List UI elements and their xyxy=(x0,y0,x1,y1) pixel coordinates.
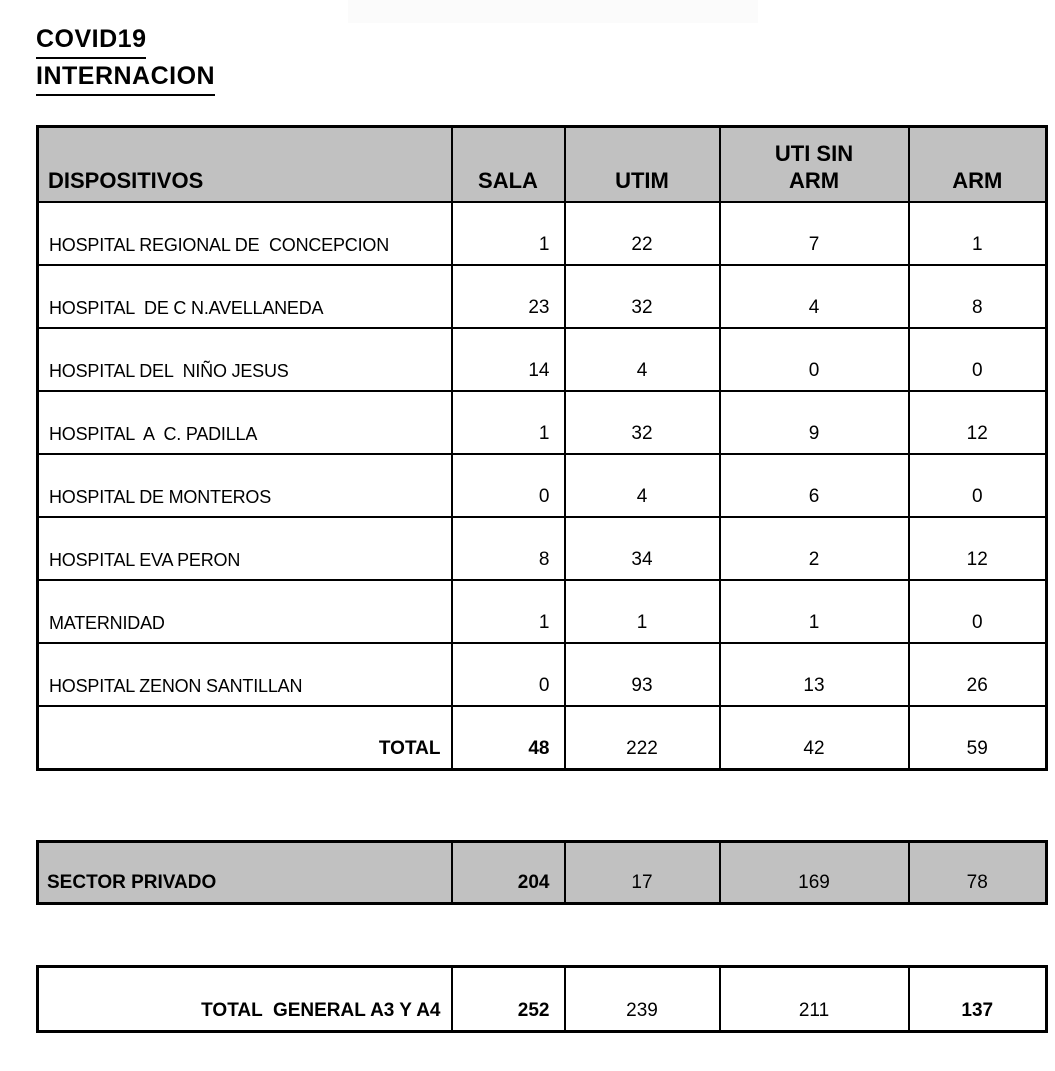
total-uti-sin-arm-value: 42 xyxy=(720,706,909,770)
sala-value: 1 xyxy=(452,580,565,643)
table-row xyxy=(38,202,1047,265)
sector-privado-label: SECTOR PRIVADO xyxy=(38,842,452,904)
title-internacion: INTERNACION xyxy=(36,59,215,96)
arm-value: 26 xyxy=(909,643,1047,706)
arm-value: 0 xyxy=(909,454,1047,517)
uti-sin-arm-value: 0 xyxy=(720,328,909,391)
sala-value: 0 xyxy=(452,643,565,706)
arm-value: 1 xyxy=(909,202,1047,265)
total-general-table xyxy=(36,965,1048,1033)
utim-value: 32 xyxy=(565,391,720,454)
title-covid19: COVID19 xyxy=(36,22,215,59)
sala-value: 0 xyxy=(452,454,565,517)
column-header-utim: UTIM xyxy=(565,127,720,202)
column-header-sala: SALA xyxy=(452,127,565,202)
uti-sin-arm-value: 1 xyxy=(720,580,909,643)
arm-value: 0 xyxy=(909,328,1047,391)
general-utim-value: 239 xyxy=(565,967,720,1032)
sector-uti-sin-arm-value: 169 xyxy=(720,842,909,904)
sector-privado-row xyxy=(38,842,1047,904)
table-row xyxy=(38,328,1047,391)
uti-sin-arm-value: 7 xyxy=(720,202,909,265)
sala-value: 1 xyxy=(452,202,565,265)
table-row xyxy=(38,265,1047,328)
utim-value: 32 xyxy=(565,265,720,328)
utim-value: 1 xyxy=(565,580,720,643)
total-sala-value: 48 xyxy=(452,706,565,770)
hospital-name: HOSPITAL A C. PADILLA xyxy=(38,391,452,454)
total-utim-value: 222 xyxy=(565,706,720,770)
total-general-label: TOTAL GENERAL A3 Y A4 xyxy=(38,967,452,1032)
utim-value: 4 xyxy=(565,454,720,517)
sector-sala-value: 204 xyxy=(452,842,565,904)
sector-arm-value: 78 xyxy=(909,842,1047,904)
total-arm-value: 59 xyxy=(909,706,1047,770)
hospital-name: HOSPITAL EVA PERON xyxy=(38,517,452,580)
internacion-table xyxy=(36,125,1048,771)
sala-value: 23 xyxy=(452,265,565,328)
uti-sin-arm-value: 4 xyxy=(720,265,909,328)
sala-value: 8 xyxy=(452,517,565,580)
general-sala-value: 252 xyxy=(452,967,565,1032)
uti-sin-arm-value: 6 xyxy=(720,454,909,517)
report-title xyxy=(36,22,215,96)
uti-sin-arm-value: 9 xyxy=(720,391,909,454)
column-header-dispositivos: DISPOSITIVOS xyxy=(38,127,452,202)
uti-sin-arm-value: 2 xyxy=(720,517,909,580)
total-label: TOTAL xyxy=(38,706,452,770)
column-header-uti-sin-arm: UTI SIN ARM xyxy=(720,127,909,202)
scan-artifact xyxy=(348,0,758,23)
total-general-row xyxy=(38,967,1047,1032)
arm-value: 12 xyxy=(909,391,1047,454)
header-row xyxy=(38,127,1047,202)
table-row xyxy=(38,517,1047,580)
utim-value: 34 xyxy=(565,517,720,580)
hospital-name: HOSPITAL DEL NIÑO JESUS xyxy=(38,328,452,391)
sector-utim-value: 17 xyxy=(565,842,720,904)
sala-value: 1 xyxy=(452,391,565,454)
table-row xyxy=(38,643,1047,706)
table-row xyxy=(38,454,1047,517)
general-arm-value: 137 xyxy=(909,967,1047,1032)
total-row xyxy=(38,706,1047,770)
utim-value: 4 xyxy=(565,328,720,391)
hospital-name: HOSPITAL DE C N.AVELLANEDA xyxy=(38,265,452,328)
utim-value: 93 xyxy=(565,643,720,706)
hospital-name: HOSPITAL REGIONAL DE CONCEPCION xyxy=(38,202,452,265)
hospital-name: HOSPITAL ZENON SANTILLAN xyxy=(38,643,452,706)
uti-sin-arm-value: 13 xyxy=(720,643,909,706)
general-uti-sin-arm-value: 211 xyxy=(720,967,909,1032)
hospital-name: HOSPITAL DE MONTEROS xyxy=(38,454,452,517)
arm-value: 12 xyxy=(909,517,1047,580)
sector-privado-table xyxy=(36,840,1048,905)
table-row xyxy=(38,391,1047,454)
arm-value: 0 xyxy=(909,580,1047,643)
utim-value: 22 xyxy=(565,202,720,265)
table-row xyxy=(38,580,1047,643)
arm-value: 8 xyxy=(909,265,1047,328)
sala-value: 14 xyxy=(452,328,565,391)
column-header-arm: ARM xyxy=(909,127,1047,202)
hospital-name: MATERNIDAD xyxy=(38,580,452,643)
